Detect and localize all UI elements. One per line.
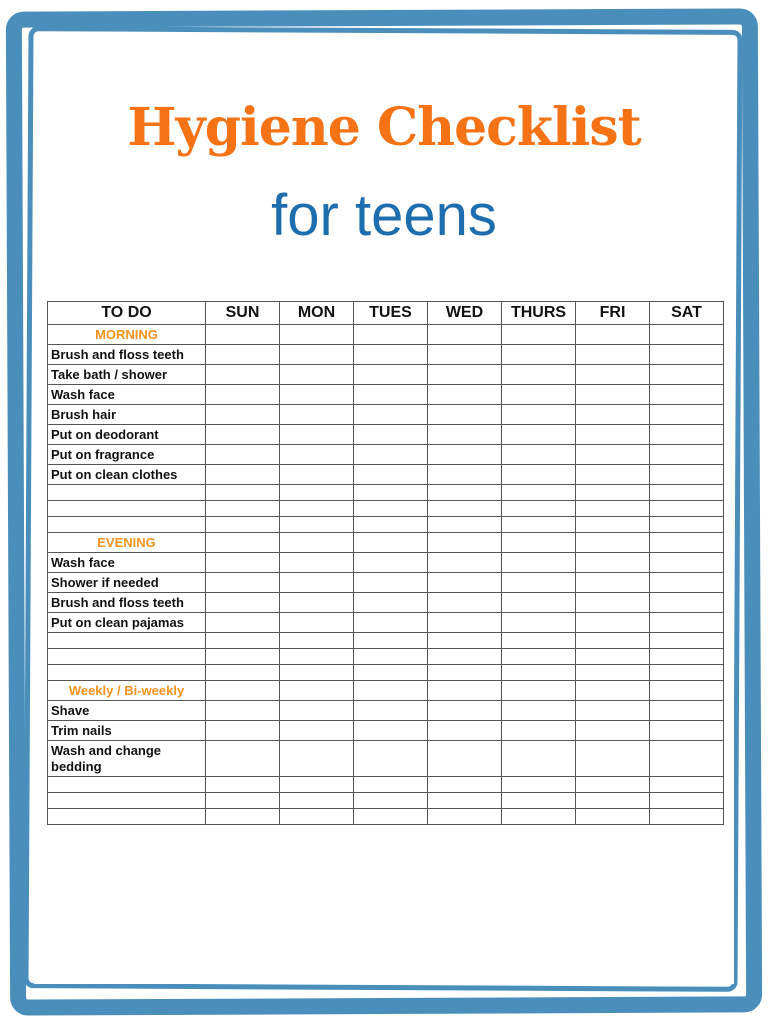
checkbox-cell-wed[interactable]: [428, 517, 502, 533]
checkbox-cell-tues[interactable]: [354, 553, 428, 573]
blank-row: [48, 501, 724, 517]
task-label: Brush and floss teeth: [48, 593, 206, 613]
checkbox-cell-wed[interactable]: [428, 777, 502, 793]
task-row: [48, 405, 724, 425]
checkbox-cell-sat[interactable]: [650, 633, 724, 649]
checkbox-cell-tues[interactable]: [354, 649, 428, 665]
checkbox-cell-wed[interactable]: [428, 553, 502, 573]
blank-row: [48, 793, 724, 809]
checkbox-cell-sun[interactable]: [206, 809, 280, 825]
checkbox-cell-sat[interactable]: [650, 517, 724, 533]
checkbox-cell-fri[interactable]: [576, 465, 650, 485]
checkbox-cell-thurs[interactable]: [502, 445, 576, 465]
checkbox-cell-tues[interactable]: [354, 593, 428, 613]
checkbox-cell-thurs[interactable]: [502, 809, 576, 825]
checkbox-cell-mon[interactable]: [280, 385, 354, 405]
checkbox-cell-sat[interactable]: [650, 325, 724, 345]
task-label: Brush and floss teeth: [48, 345, 206, 365]
checkbox-cell-fri[interactable]: [576, 633, 650, 649]
checkbox-cell-mon[interactable]: [280, 573, 354, 593]
checkbox-cell-tues[interactable]: [354, 517, 428, 533]
checkbox-cell-thurs[interactable]: [502, 553, 576, 573]
checkbox-cell-thurs[interactable]: [502, 777, 576, 793]
blank-row: [48, 485, 724, 501]
checkbox-cell-sun[interactable]: [206, 533, 280, 553]
checkbox-cell-mon[interactable]: [280, 485, 354, 501]
checkbox-cell-mon[interactable]: [280, 809, 354, 825]
checkbox-cell-mon[interactable]: [280, 701, 354, 721]
checkbox-cell-mon[interactable]: [280, 325, 354, 345]
checkbox-cell-sun[interactable]: [206, 777, 280, 793]
checkbox-cell-wed[interactable]: [428, 465, 502, 485]
task-row: [48, 425, 724, 445]
task-label: Take bath / shower: [48, 365, 206, 385]
task-label: Shower if needed: [48, 573, 206, 593]
checkbox-cell-sun[interactable]: [206, 365, 280, 385]
checkbox-cell-fri[interactable]: [576, 405, 650, 425]
header-sat: SAT: [650, 302, 724, 325]
checkbox-cell-tues[interactable]: [354, 425, 428, 445]
checkbox-cell-sat[interactable]: [650, 721, 724, 741]
checkbox-cell-sun[interactable]: [206, 613, 280, 633]
header-sun: SUN: [206, 302, 280, 325]
checkbox-cell-wed[interactable]: [428, 485, 502, 501]
checkbox-cell-wed[interactable]: [428, 365, 502, 385]
checkbox-cell-tues[interactable]: [354, 701, 428, 721]
checkbox-cell-fri[interactable]: [576, 365, 650, 385]
checkbox-cell-sun[interactable]: [206, 553, 280, 573]
blank-row: [48, 665, 724, 681]
checkbox-cell-mon[interactable]: [280, 405, 354, 425]
checkbox-cell-sun[interactable]: [206, 721, 280, 741]
checkbox-cell-mon[interactable]: [280, 649, 354, 665]
header-mon: MON: [280, 302, 354, 325]
checkbox-cell-mon[interactable]: [280, 465, 354, 485]
checkbox-cell-sun[interactable]: [206, 465, 280, 485]
checkbox-cell-sat[interactable]: [650, 777, 724, 793]
checkbox-cell-mon[interactable]: [280, 553, 354, 573]
checkbox-cell-sun[interactable]: [206, 517, 280, 533]
checkbox-cell-wed[interactable]: [428, 613, 502, 633]
checkbox-cell-tues[interactable]: [354, 501, 428, 517]
blank-row: [48, 809, 724, 825]
blank-label: [48, 793, 206, 809]
checkbox-cell-fri[interactable]: [576, 793, 650, 809]
checkbox-cell-fri[interactable]: [576, 573, 650, 593]
checkbox-cell-sat[interactable]: [650, 465, 724, 485]
checkbox-cell-wed[interactable]: [428, 533, 502, 553]
checkbox-cell-wed[interactable]: [428, 325, 502, 345]
blank-label: [48, 485, 206, 501]
checkbox-cell-thurs[interactable]: [502, 681, 576, 701]
checkbox-cell-sun[interactable]: [206, 325, 280, 345]
checkbox-cell-sat[interactable]: [650, 553, 724, 573]
checkbox-cell-mon[interactable]: [280, 365, 354, 385]
checkbox-cell-fri[interactable]: [576, 649, 650, 665]
checkbox-cell-tues[interactable]: [354, 809, 428, 825]
checkbox-cell-wed[interactable]: [428, 793, 502, 809]
checkbox-cell-tues[interactable]: [354, 385, 428, 405]
checkbox-cell-thurs[interactable]: [502, 573, 576, 593]
checkbox-cell-fri[interactable]: [576, 345, 650, 365]
checkbox-cell-wed[interactable]: [428, 445, 502, 465]
task-row: [48, 465, 724, 485]
task-label: Shave: [48, 701, 206, 721]
header-todo: TO DO: [48, 302, 206, 325]
checkbox-cell-tues[interactable]: [354, 681, 428, 701]
checkbox-cell-tues[interactable]: [354, 365, 428, 385]
checkbox-cell-sat[interactable]: [650, 681, 724, 701]
blank-row: [48, 633, 724, 649]
checkbox-cell-sat[interactable]: [650, 793, 724, 809]
checkbox-cell-mon[interactable]: [280, 533, 354, 553]
checkbox-cell-thurs[interactable]: [502, 465, 576, 485]
task-row: [48, 613, 724, 633]
checkbox-cell-mon[interactable]: [280, 345, 354, 365]
checkbox-cell-sat[interactable]: [650, 741, 724, 777]
checkbox-cell-sat[interactable]: [650, 385, 724, 405]
task-label: Brush hair: [48, 405, 206, 425]
header-fri: FRI: [576, 302, 650, 325]
checkbox-cell-fri[interactable]: [576, 681, 650, 701]
checkbox-cell-fri[interactable]: [576, 553, 650, 573]
checkbox-cell-wed[interactable]: [428, 633, 502, 649]
checkbox-cell-sat[interactable]: [650, 593, 724, 613]
checkbox-cell-sat[interactable]: [650, 809, 724, 825]
section-label: EVENING: [48, 533, 206, 553]
task-label: Put on deodorant: [48, 425, 206, 445]
checkbox-cell-wed[interactable]: [428, 649, 502, 665]
checkbox-cell-mon[interactable]: [280, 681, 354, 701]
task-row: [48, 445, 724, 465]
checkbox-cell-fri[interactable]: [576, 385, 650, 405]
checkbox-cell-wed[interactable]: [428, 721, 502, 741]
checkbox-cell-mon[interactable]: [280, 613, 354, 633]
checkbox-cell-sat[interactable]: [650, 365, 724, 385]
checkbox-cell-fri[interactable]: [576, 533, 650, 553]
checkbox-cell-sun[interactable]: [206, 633, 280, 649]
checkbox-cell-sat[interactable]: [650, 425, 724, 445]
checkbox-cell-sat[interactable]: [650, 701, 724, 721]
checkbox-cell-sun[interactable]: [206, 345, 280, 365]
task-row: [48, 553, 724, 573]
checkbox-cell-tues[interactable]: [354, 573, 428, 593]
header-wed: WED: [428, 302, 502, 325]
section-label: Weekly / Bi-weekly: [48, 681, 206, 701]
checkbox-cell-sun[interactable]: [206, 741, 280, 777]
checkbox-cell-fri[interactable]: [576, 501, 650, 517]
header-row: [48, 302, 724, 325]
task-row: [48, 741, 724, 777]
checkbox-cell-wed[interactable]: [428, 573, 502, 593]
checkbox-cell-sun[interactable]: [206, 793, 280, 809]
blank-label: [48, 517, 206, 533]
blank-label: [48, 501, 206, 517]
checkbox-cell-thurs[interactable]: [502, 649, 576, 665]
checkbox-cell-tues[interactable]: [354, 325, 428, 345]
checkbox-cell-sun[interactable]: [206, 445, 280, 465]
section-row: [48, 681, 724, 701]
task-label: Wash and change bedding: [48, 741, 206, 777]
header-tues: TUES: [354, 302, 428, 325]
task-label: Put on clean clothes: [48, 465, 206, 485]
task-label: Wash face: [48, 553, 206, 573]
checkbox-cell-mon[interactable]: [280, 793, 354, 809]
checkbox-cell-thurs[interactable]: [502, 501, 576, 517]
task-row: [48, 701, 724, 721]
checkbox-cell-sat[interactable]: [650, 649, 724, 665]
checkbox-cell-tues[interactable]: [354, 465, 428, 485]
checkbox-cell-tues[interactable]: [354, 345, 428, 365]
checkbox-cell-sun[interactable]: [206, 701, 280, 721]
checkbox-cell-thurs[interactable]: [502, 533, 576, 553]
checkbox-cell-thurs[interactable]: [502, 613, 576, 633]
blank-row: [48, 517, 724, 533]
checkbox-cell-thurs[interactable]: [502, 365, 576, 385]
task-label: Wash face: [48, 385, 206, 405]
checkbox-cell-mon[interactable]: [280, 593, 354, 613]
checkbox-cell-thurs[interactable]: [502, 325, 576, 345]
checkbox-cell-tues[interactable]: [354, 777, 428, 793]
checkbox-cell-sun[interactable]: [206, 425, 280, 445]
page-title: Hygiene Checklist: [127, 97, 641, 158]
checkbox-cell-fri[interactable]: [576, 665, 650, 681]
checkbox-cell-fri[interactable]: [576, 517, 650, 533]
checkbox-cell-fri[interactable]: [576, 721, 650, 741]
checkbox-cell-mon[interactable]: [280, 665, 354, 681]
checkbox-cell-sun[interactable]: [206, 681, 280, 701]
checkbox-cell-sun[interactable]: [206, 665, 280, 681]
checkbox-cell-thurs[interactable]: [502, 405, 576, 425]
checkbox-cell-tues[interactable]: [354, 741, 428, 777]
page-subtitle: for teens: [271, 183, 497, 248]
checkbox-cell-mon[interactable]: [280, 501, 354, 517]
checkbox-cell-mon[interactable]: [280, 721, 354, 741]
checkbox-cell-fri[interactable]: [576, 701, 650, 721]
checkbox-cell-mon[interactable]: [280, 425, 354, 445]
blank-label: [48, 665, 206, 681]
checkbox-cell-sat[interactable]: [650, 665, 724, 681]
checkbox-cell-sun[interactable]: [206, 573, 280, 593]
checkbox-cell-sat[interactable]: [650, 405, 724, 425]
section-row: [48, 533, 724, 553]
checkbox-cell-thurs[interactable]: [502, 633, 576, 649]
checkbox-cell-fri[interactable]: [576, 445, 650, 465]
checkbox-cell-thurs[interactable]: [502, 345, 576, 365]
task-label: Trim nails: [48, 721, 206, 741]
checkbox-cell-sun[interactable]: [206, 649, 280, 665]
checkbox-cell-sat[interactable]: [650, 345, 724, 365]
checkbox-cell-fri[interactable]: [576, 809, 650, 825]
checkbox-cell-fri[interactable]: [576, 325, 650, 345]
checkbox-cell-thurs[interactable]: [502, 793, 576, 809]
checkbox-cell-sat[interactable]: [650, 533, 724, 553]
task-row: [48, 593, 724, 613]
section-row: [48, 325, 724, 345]
task-row: [48, 385, 724, 405]
checkbox-cell-sun[interactable]: [206, 485, 280, 501]
checkbox-cell-fri[interactable]: [576, 777, 650, 793]
checkbox-cell-mon[interactable]: [280, 517, 354, 533]
task-label: Put on fragrance: [48, 445, 206, 465]
checkbox-cell-tues[interactable]: [354, 485, 428, 501]
checkbox-cell-tues[interactable]: [354, 445, 428, 465]
checkbox-cell-wed[interactable]: [428, 501, 502, 517]
checkbox-cell-wed[interactable]: [428, 405, 502, 425]
checkbox-cell-mon[interactable]: [280, 633, 354, 649]
blank-label: [48, 777, 206, 793]
checkbox-cell-thurs[interactable]: [502, 593, 576, 613]
checkbox-cell-fri[interactable]: [576, 425, 650, 445]
checkbox-cell-wed[interactable]: [428, 385, 502, 405]
checkbox-cell-mon[interactable]: [280, 777, 354, 793]
checkbox-cell-thurs[interactable]: [502, 425, 576, 445]
checkbox-cell-wed[interactable]: [428, 665, 502, 681]
checkbox-cell-thurs[interactable]: [502, 721, 576, 741]
task-label: Put on clean pajamas: [48, 613, 206, 633]
checkbox-cell-tues[interactable]: [354, 405, 428, 425]
task-row: [48, 365, 724, 385]
checkbox-cell-wed[interactable]: [428, 345, 502, 365]
header-thurs: THURS: [502, 302, 576, 325]
checkbox-cell-sun[interactable]: [206, 501, 280, 517]
checkbox-cell-thurs[interactable]: [502, 741, 576, 777]
checkbox-cell-tues[interactable]: [354, 721, 428, 741]
checkbox-cell-sat[interactable]: [650, 573, 724, 593]
checkbox-cell-tues[interactable]: [354, 633, 428, 649]
blank-row: [48, 777, 724, 793]
checkbox-cell-wed[interactable]: [428, 701, 502, 721]
checkbox-cell-tues[interactable]: [354, 533, 428, 553]
section-label: MORNING: [48, 325, 206, 345]
checkbox-cell-sun[interactable]: [206, 385, 280, 405]
checkbox-cell-tues[interactable]: [354, 613, 428, 633]
checkbox-cell-thurs[interactable]: [502, 385, 576, 405]
checkbox-cell-wed[interactable]: [428, 425, 502, 445]
checkbox-cell-fri[interactable]: [576, 741, 650, 777]
blank-row: [48, 649, 724, 665]
checkbox-cell-wed[interactable]: [428, 809, 502, 825]
blank-label: [48, 649, 206, 665]
checkbox-cell-wed[interactable]: [428, 681, 502, 701]
checkbox-cell-sun[interactable]: [206, 593, 280, 613]
checkbox-cell-wed[interactable]: [428, 741, 502, 777]
checkbox-cell-sat[interactable]: [650, 445, 724, 465]
checklist-table: [47, 301, 724, 825]
checkbox-cell-fri[interactable]: [576, 485, 650, 501]
blank-label: [48, 633, 206, 649]
checkbox-cell-thurs[interactable]: [502, 701, 576, 721]
blank-label: [48, 809, 206, 825]
checkbox-cell-thurs[interactable]: [502, 665, 576, 681]
checkbox-cell-wed[interactable]: [428, 593, 502, 613]
checkbox-cell-thurs[interactable]: [502, 485, 576, 501]
checkbox-cell-sat[interactable]: [650, 501, 724, 517]
checkbox-cell-mon[interactable]: [280, 741, 354, 777]
checkbox-cell-sat[interactable]: [650, 485, 724, 501]
checkbox-cell-fri[interactable]: [576, 593, 650, 613]
checkbox-cell-tues[interactable]: [354, 793, 428, 809]
task-row: [48, 721, 724, 741]
checkbox-cell-sun[interactable]: [206, 405, 280, 425]
task-row: [48, 345, 724, 365]
checkbox-cell-tues[interactable]: [354, 665, 428, 681]
checkbox-cell-thurs[interactable]: [502, 517, 576, 533]
checkbox-cell-sat[interactable]: [650, 613, 724, 633]
checkbox-cell-mon[interactable]: [280, 445, 354, 465]
checkbox-cell-fri[interactable]: [576, 613, 650, 633]
task-row: [48, 573, 724, 593]
